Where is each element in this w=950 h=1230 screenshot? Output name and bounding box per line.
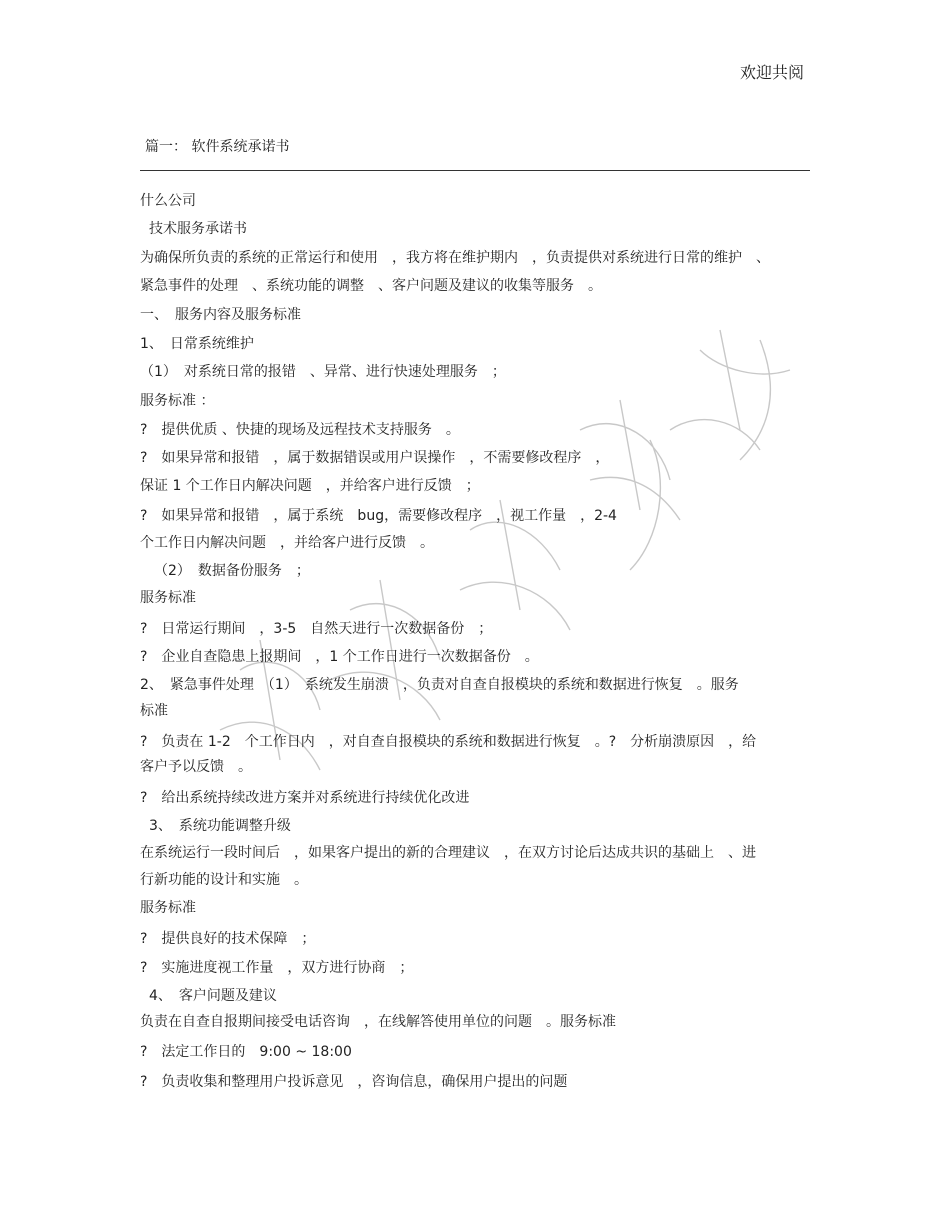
text-line: 3、 系统功能调整升级 (149, 818, 291, 834)
text-line: ? 法定工作日的 9:00 ~ 18:00 (140, 1044, 352, 1060)
text-line: 紧急事件的处理 、系统功能的调整 、客户问题及建议的收集等服务 。 (140, 278, 602, 294)
text-line: ? 如果异常和报错 ，属于数据错误或用户误操作 ，不需要修改程序 ， (140, 450, 610, 466)
text-line: 服务标准 (140, 900, 196, 916)
text-line: 一、 服务内容及服务标准 (140, 307, 301, 323)
text-line: 在系统运行一段时间后 ，如果客户提出的新的合理建议 ，在双方讨论后达成共识的基础上 、进 (140, 845, 756, 861)
text-line: 服务标准 ： (140, 393, 215, 409)
header-welcome: 欢迎共阅 (739, 63, 804, 82)
text-line: ? 提供良好的技术保障 ； (140, 931, 316, 947)
text-line: （1） 对系统日常的报错 、异常、进行快速处理服务 ； (140, 364, 506, 380)
text-line: 行新功能的设计和实施 。 (140, 872, 308, 888)
text-line: ? 企业自查隐患上报期间 ，1 个工作日进行一次数据备份 。 (140, 649, 539, 665)
text-line: 负责在自查自报期间接受电话咨询 ，在线解答使用单位的问题 。服务标准 (140, 1014, 616, 1030)
title-divider (140, 170, 810, 171)
text-line: 什么公司 (140, 193, 196, 209)
text-line: 技术服务承诺书 (149, 221, 247, 237)
text-line: ? 提供优质 、快捷的现场及远程技术支持服务 。 (140, 422, 460, 438)
text-line: 个工作日内解决问题 ，并给客户进行反馈 。 (140, 535, 434, 551)
text-line: 2、 紧急事件处理 （1） 系统发生崩溃 ，负责对自查自报模块的系统和数据进行恢复 。服务 (140, 677, 739, 693)
document-title: 篇一： 软件系统承诺书 (145, 139, 290, 155)
text-line: 4、 客户问题及建议 (149, 988, 277, 1004)
text-line: 1、 日常系统维护 (140, 336, 254, 352)
text-line: ? 给出系统持续改进方案并对系统进行持续优化改进 (140, 790, 470, 806)
text-line: 保证 1 个工作日内解决问题 ，并给客户进行反馈 ； (140, 478, 480, 494)
text-line: 为确保所负责的系统的正常运行和使用 ，我方将在维护期内 ，负责提供对系统进行日常的维护 、 (140, 250, 770, 266)
text-line: ? 负责收集和整理用户投诉意见 ，咨询信息，确保用户提出的问题 (140, 1074, 568, 1090)
text-line: ? 实施进度视工作量 ，双方进行协商 ； (140, 960, 414, 976)
text-line: ? 如果异常和报错 ，属于系统 bug，需要修改程序 ，视工作量 ，2-4 (140, 508, 617, 524)
text-line: 客户予以反馈 。 (140, 759, 252, 775)
text-line: ? 日常运行期间 ，3-5 自然天进行一次数据备份 ； (140, 621, 493, 637)
text-line: ? 负责在 1-2 个工作日内 ，对自查自报模块的系统和数据进行恢复 。? 分析崩溃原因 ，给 (140, 734, 757, 750)
text-line: （2） 数据备份服务 ； (154, 563, 310, 579)
text-line: 服务标准 (140, 590, 196, 606)
text-line: 标准 (140, 703, 168, 719)
